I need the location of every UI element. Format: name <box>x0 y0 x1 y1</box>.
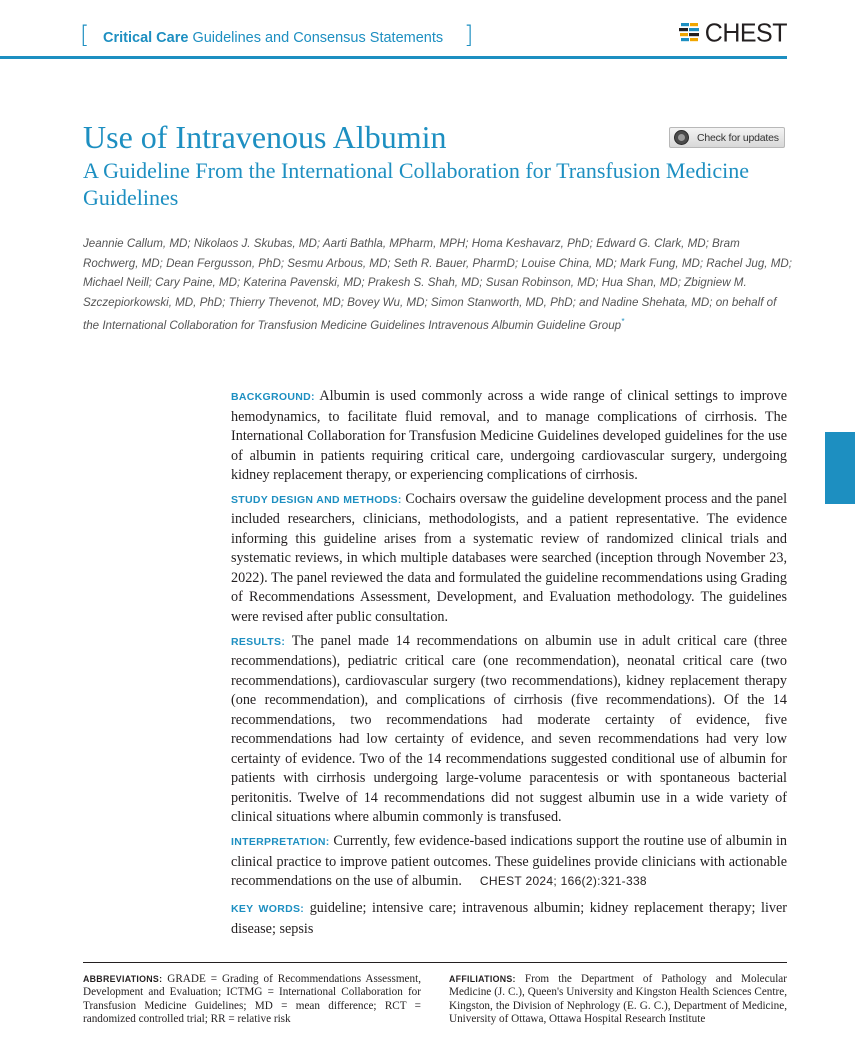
chest-logo-icon <box>679 22 701 44</box>
author-footnote-mark[interactable]: * <box>621 317 625 326</box>
chest-logo-text: CHEST <box>704 17 787 48</box>
affiliations-heading: AFFILIATIONS: <box>449 974 516 984</box>
methods-heading: STUDY DESIGN AND METHODS: <box>231 493 402 506</box>
keywords <box>231 899 787 939</box>
abstract-methods <box>231 490 787 628</box>
section-title-rest: Guidelines and Consensus Statements <box>192 30 444 46</box>
author-names: Jeannie Callum, MD; Nikolaos J. Skubas, MD; Aarti Bathla, MPharm, MPH; Homa Keshavarz, PhD; Edward G. Clark, MD; Bram Rochwerg, MD; Dean Fergusson, PhD; Sesmu Arbous, MD; Seth R. Bauer, PharmD; Louise China, MD; Mark Fung, MD; Rachel Jug, MD; Michael Neill; Cary Paine, MD; Katerina Pavenski, MD; Prakesh S. Shah, MD; Susan Robinson, MD; Hua Shan, MD; Zbigniew M. Szczepiorkowski, MD, PhD; Thierry Thevenot, MD; Bovey Wu, MD; Simon Stanworth, MD, PhD; and Nadine Shehata, MD; on behalf of the International Collaboration for Transfusion Medicine Guidelines Intravenous Albumin Guideline Group <box>83 237 792 332</box>
background-heading: BACKGROUND: <box>231 391 315 403</box>
abstract-results <box>231 632 787 828</box>
affiliations-text: From the Department of Pathology and Molecular Medicine (J. C.), Queen's University and Kingston Health Sciences Centre, Kingston, the Division of Nephrology (E. G. C.), Department of Medicine, University of Ottawa, Ottawa Hospital Research Institute <box>449 973 788 1026</box>
results-text: The panel made 14 recommendations on albumin use in adult critical care (three recommendations), pediatric critical care (one recommendation), neonatal critical care (two recommendations), cardiovascular surgery (two recommendations), kidney replacement therapy (one recommendation), and complications of cirrhosis (five recommendations). Of the 14 recommendations, two recommendations had moderate certainty of evidence, five recommendations had low certainty of evidence, and seven recommendations had very low certainty of evidence. Two of the 14 recommendations suggested conditional use of albumin for patients with cirrhosis undergoing large-volume paracentesis or with spontaneous bacterial peritonitis. Twelve of 14 recommendations did not suggest albumin use in a wide variety of clinical situations where albumin commonly is transfused. <box>231 632 787 826</box>
abbreviations-heading: ABBREVIATIONS: <box>83 974 163 984</box>
journal-header <box>80 17 787 58</box>
abstract-background <box>231 387 787 486</box>
footnote-rule <box>83 962 787 963</box>
section-title <box>103 30 443 46</box>
author-list <box>83 234 793 335</box>
interpretation-heading: INTERPRETATION: <box>231 836 330 849</box>
left-bracket: [ <box>80 21 90 49</box>
check-updates-label: Check for updates <box>697 131 779 144</box>
header-rule <box>0 56 787 59</box>
check-updates-icon <box>674 130 689 145</box>
keywords-text: guideline; intensive care; intravenous albumin; kidney replacement therapy; liver disease; sepsis <box>231 900 788 937</box>
chest-logo <box>679 19 787 47</box>
right-bracket: ] <box>464 21 474 49</box>
affiliations-footnote <box>449 973 787 1027</box>
methods-text: Cochairs oversaw the guideline development process and the panel included researchers, clinicians, methodologists, and a patient representative. The evidence informing this guideline arises from a systematic review of randomized clinical trials and systematic reviews, in which multiple databases were searched (inception through November 23, 2022). The panel reviewed the data and formulated the guideline recommendations using Grading of Recommendations Assessment, Development, and Evaluation methodology. The guidelines were revised after public consultation. <box>231 490 788 626</box>
abbreviations-text: GRADE = Grading of Recommendations Assessment, Development and Evaluation; ICTMG = International Collaboration for Transfusion Medicine Guidelines; MD = mean difference; RCT = randomized controlled trial; RR = relative risk <box>83 973 421 1026</box>
results-heading: RESULTS: <box>231 635 286 648</box>
article-title: Use of Intravenous Albumin <box>83 119 447 155</box>
keywords-heading: KEY WORDS: <box>231 903 305 915</box>
background-text: Albumin is used commonly across a wide range of clinical settings to improve hemodynamics, to facilitate fluid removal, and to manage complications of cirrhosis. The International Collaboration for Transfusion Medicine Guidelines developed guidelines for the use of albumin in patients requiring critical care, undergoing cardiovascular surgery, undergoing kidney replacement therapy, or experiencing complications of cirrhosis. <box>231 388 787 484</box>
section-title-bold: Critical Care <box>103 30 189 46</box>
abbreviations-footnote <box>83 973 421 1027</box>
abstract-interpretation <box>231 832 787 892</box>
article-subtitle: A Guideline From the International Collaboration for Transfusion Medicine Guidelines <box>83 158 750 210</box>
check-for-updates-button[interactable] <box>669 127 785 148</box>
journal-citation: CHEST 2024; 166(2):321-338 <box>479 874 647 889</box>
side-section-tab <box>825 432 855 504</box>
abstract <box>231 387 787 896</box>
interpretation-text: Currently, few evidence-based indications support the routine use of albumin in clinical practice to improve patient outcomes. These guidelines provide clinicians with actionable recommendations on the use of albumin. <box>231 833 787 890</box>
